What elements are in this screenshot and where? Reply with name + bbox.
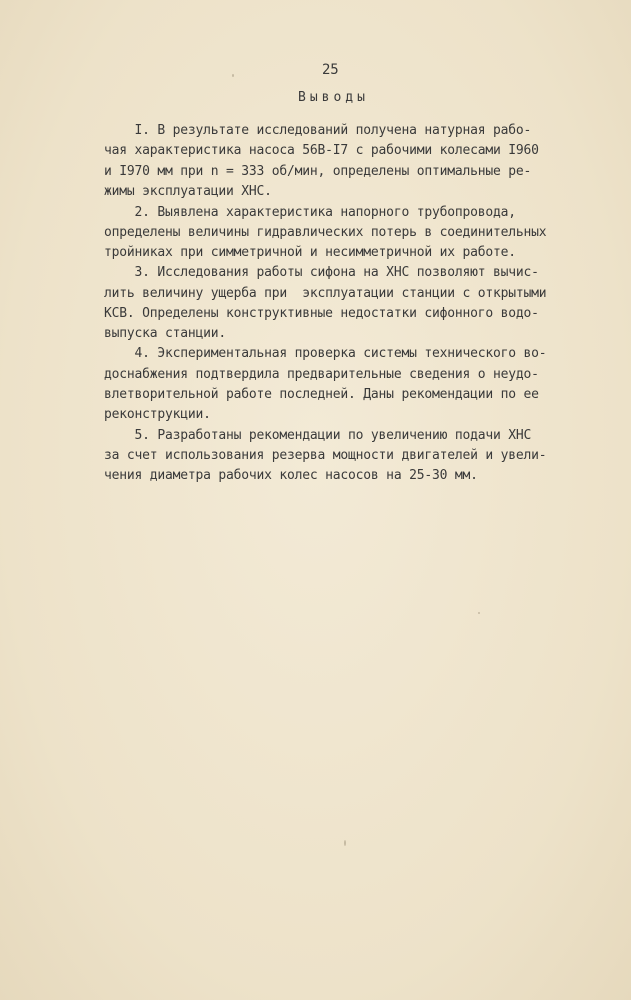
text-line: тройниках при симметричной и несимметричной их работе. — [104, 245, 516, 260]
paper-speck — [344, 840, 346, 846]
text-line: реконструкции. — [104, 407, 211, 422]
text-line: чения диаметра рабочих колес насосов на 25-30 мм. — [104, 468, 478, 483]
text-line: доснабжения подтвердила предварительные сведения о неудо- — [104, 367, 539, 382]
paper-speck — [232, 74, 234, 77]
text-line: жимы эксплуатации ХНС. — [104, 184, 272, 199]
text-line: I. В результате исследований получена натурная рабо- — [104, 123, 532, 138]
text-line: КСВ. Определены конструктивные недостатки сифонного водо- — [104, 306, 539, 321]
section-heading: Выводы — [298, 90, 369, 105]
paper-speck — [478, 612, 480, 614]
text-line: определены величины гидравлических потерь в соединительных — [104, 225, 547, 240]
text-line: выпуска станции. — [104, 326, 227, 341]
text-line: 3. Исследования работы сифона на ХНС позволяют вычис- — [104, 265, 539, 280]
text-line: влетворительной работе последней. Даны рекомендации по ее — [104, 387, 539, 402]
text-line: 4. Экспериментальная проверка системы технического во- — [104, 346, 547, 361]
text-line: чая характеристика насоса 56В-I7 с рабочими колесами I960 — [104, 143, 539, 158]
text-line: 5. Разработаны рекомендации по увеличению подачи ХНС — [104, 428, 532, 443]
text-line: 2. Выявлена характеристика напорного трубопровода, — [104, 205, 516, 220]
text-line: и I970 мм при n = 333 об/мин, определены оптимальные ре- — [104, 164, 532, 179]
text-line: за счет использования резерва мощности двигателей и увели- — [104, 448, 547, 463]
page-number: 25 — [322, 62, 339, 78]
text-line: лить величину ущерба при эксплуатации станции с открытыми — [104, 286, 547, 301]
